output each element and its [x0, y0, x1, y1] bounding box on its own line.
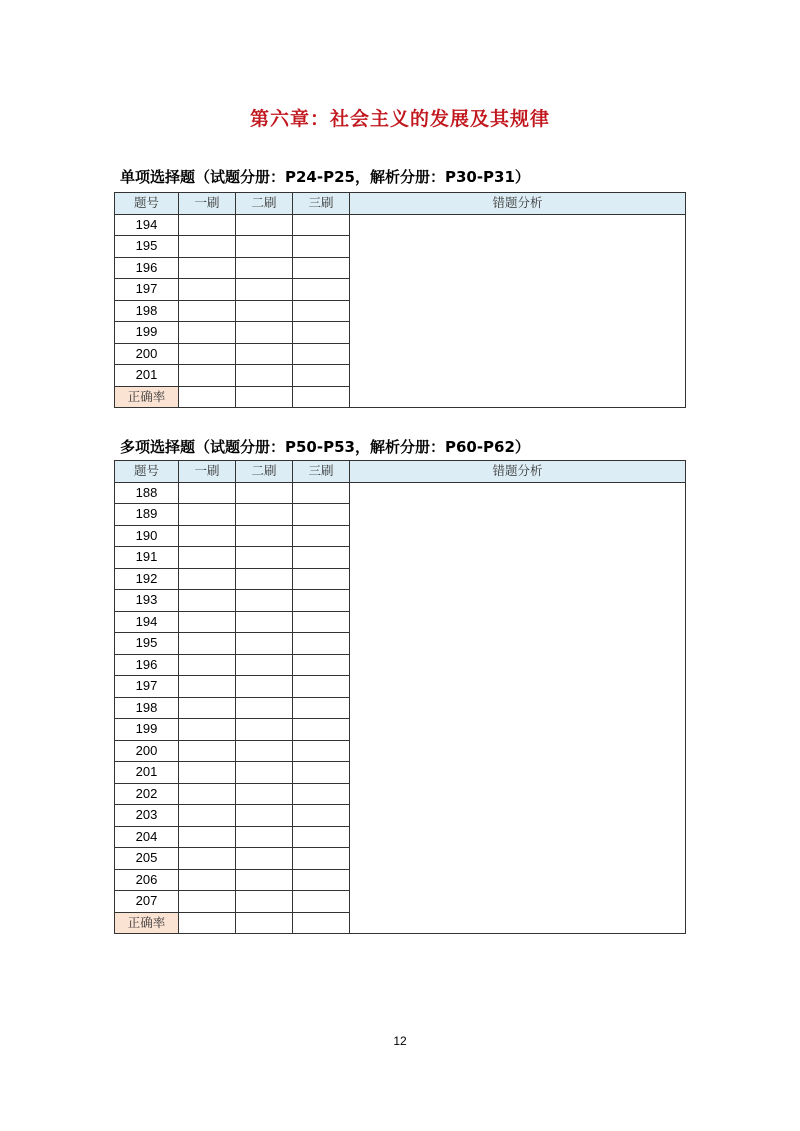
- pass-3-cell[interactable]: [293, 257, 350, 279]
- header-third-pass: 三刷: [293, 461, 350, 483]
- pass-3-cell[interactable]: [293, 568, 350, 590]
- multiple-choice-table: [114, 460, 686, 934]
- pass-3-cell[interactable]: [293, 365, 350, 387]
- pass-3-cell[interactable]: [293, 279, 350, 301]
- pass-1-cell[interactable]: [179, 633, 236, 655]
- pass-2-cell[interactable]: [236, 300, 293, 322]
- pass-2-cell[interactable]: [236, 257, 293, 279]
- pass-3-cell[interactable]: [293, 826, 350, 848]
- pass-1-cell[interactable]: [179, 300, 236, 322]
- pass-1-cell[interactable]: [179, 869, 236, 891]
- question-number: 189: [115, 504, 179, 526]
- table-row: [115, 482, 686, 504]
- question-number: 198: [115, 697, 179, 719]
- pass-1-cell[interactable]: [179, 365, 236, 387]
- pass-2-cell[interactable]: [236, 611, 293, 633]
- single-choice-heading: 单项选择题（试题分册：P24-P25，解析分册：P30-P31）: [120, 168, 530, 186]
- pass-2-cell[interactable]: [236, 279, 293, 301]
- pass-1-cell[interactable]: [179, 343, 236, 365]
- pass-3-cell[interactable]: [293, 590, 350, 612]
- accuracy-pass-2-cell[interactable]: [236, 912, 293, 934]
- pass-3-cell[interactable]: [293, 611, 350, 633]
- accuracy-pass-1-cell[interactable]: [179, 386, 236, 408]
- pass-2-cell[interactable]: [236, 697, 293, 719]
- pass-2-cell[interactable]: [236, 676, 293, 698]
- question-number: 204: [115, 826, 179, 848]
- pass-2-cell[interactable]: [236, 568, 293, 590]
- table-header-row: [115, 461, 686, 483]
- pass-2-cell[interactable]: [236, 547, 293, 569]
- question-number: 193: [115, 590, 179, 612]
- pass-1-cell[interactable]: [179, 611, 236, 633]
- question-number: 196: [115, 257, 179, 279]
- pass-3-cell[interactable]: [293, 891, 350, 913]
- pass-3-cell[interactable]: [293, 697, 350, 719]
- pass-1-cell[interactable]: [179, 504, 236, 526]
- pass-3-cell[interactable]: [293, 547, 350, 569]
- question-number: 207: [115, 891, 179, 913]
- pass-3-cell[interactable]: [293, 654, 350, 676]
- pass-2-cell[interactable]: [236, 482, 293, 504]
- pass-3-cell[interactable]: [293, 236, 350, 258]
- pass-1-cell[interactable]: [179, 805, 236, 827]
- question-number: 206: [115, 869, 179, 891]
- question-number: 203: [115, 805, 179, 827]
- header-error-analysis: 错题分析: [350, 193, 686, 215]
- pass-3-cell[interactable]: [293, 300, 350, 322]
- question-number: 188: [115, 482, 179, 504]
- pass-3-cell[interactable]: [293, 869, 350, 891]
- accuracy-pass-3-cell[interactable]: [293, 912, 350, 934]
- pass-2-cell[interactable]: [236, 590, 293, 612]
- question-number: 194: [115, 611, 179, 633]
- accuracy-label: 正确率: [115, 912, 179, 934]
- pass-1-cell[interactable]: [179, 719, 236, 741]
- pass-3-cell[interactable]: [293, 504, 350, 526]
- pass-2-cell[interactable]: [236, 236, 293, 258]
- pass-1-cell[interactable]: [179, 322, 236, 344]
- header-first-pass: 一刷: [179, 193, 236, 215]
- pass-2-cell[interactable]: [236, 805, 293, 827]
- single-choice-table: [114, 192, 686, 408]
- pass-2-cell[interactable]: [236, 633, 293, 655]
- pass-1-cell[interactable]: [179, 279, 236, 301]
- question-number: 199: [115, 719, 179, 741]
- pass-3-cell[interactable]: [293, 343, 350, 365]
- header-error-analysis: 错题分析: [350, 461, 686, 483]
- question-number: 194: [115, 214, 179, 236]
- pass-1-cell[interactable]: [179, 214, 236, 236]
- question-number: 197: [115, 279, 179, 301]
- pass-3-cell[interactable]: [293, 740, 350, 762]
- pass-3-cell[interactable]: [293, 805, 350, 827]
- pass-2-cell[interactable]: [236, 848, 293, 870]
- question-number: 191: [115, 547, 179, 569]
- header-first-pass: 一刷: [179, 461, 236, 483]
- pass-3-cell[interactable]: [293, 525, 350, 547]
- accuracy-pass-2-cell[interactable]: [236, 386, 293, 408]
- question-number: 202: [115, 783, 179, 805]
- page-number: 12: [393, 1034, 407, 1048]
- question-number: 197: [115, 676, 179, 698]
- pass-1-cell[interactable]: [179, 697, 236, 719]
- pass-1-cell[interactable]: [179, 547, 236, 569]
- chapter-title: 第六章：社会主义的发展及其规律: [249, 108, 550, 130]
- question-number: 199: [115, 322, 179, 344]
- pass-2-cell[interactable]: [236, 740, 293, 762]
- question-number: 192: [115, 568, 179, 590]
- pass-3-cell[interactable]: [293, 676, 350, 698]
- pass-2-cell[interactable]: [236, 214, 293, 236]
- question-number: 200: [115, 740, 179, 762]
- pass-2-cell[interactable]: [236, 365, 293, 387]
- pass-3-cell[interactable]: [293, 762, 350, 784]
- pass-2-cell[interactable]: [236, 343, 293, 365]
- pass-2-cell[interactable]: [236, 525, 293, 547]
- pass-2-cell[interactable]: [236, 869, 293, 891]
- table-header-row: [115, 193, 686, 215]
- accuracy-pass-3-cell[interactable]: [293, 386, 350, 408]
- question-number: 200: [115, 343, 179, 365]
- question-number: 201: [115, 762, 179, 784]
- header-question-number: 题号: [115, 193, 179, 215]
- pass-1-cell[interactable]: [179, 676, 236, 698]
- pass-1-cell[interactable]: [179, 654, 236, 676]
- pass-3-cell[interactable]: [293, 783, 350, 805]
- pass-1-cell[interactable]: [179, 236, 236, 258]
- question-number: 196: [115, 654, 179, 676]
- header-second-pass: 二刷: [236, 193, 293, 215]
- pass-2-cell[interactable]: [236, 783, 293, 805]
- pass-1-cell[interactable]: [179, 740, 236, 762]
- pass-1-cell[interactable]: [179, 257, 236, 279]
- header-question-number: 题号: [115, 461, 179, 483]
- question-number: 198: [115, 300, 179, 322]
- accuracy-label: 正确率: [115, 386, 179, 408]
- pass-1-cell[interactable]: [179, 762, 236, 784]
- accuracy-pass-1-cell[interactable]: [179, 912, 236, 934]
- pass-1-cell[interactable]: [179, 826, 236, 848]
- pass-1-cell[interactable]: [179, 891, 236, 913]
- pass-1-cell[interactable]: [179, 525, 236, 547]
- header-second-pass: 二刷: [236, 461, 293, 483]
- pass-1-cell[interactable]: [179, 568, 236, 590]
- pass-2-cell[interactable]: [236, 504, 293, 526]
- pass-2-cell[interactable]: [236, 826, 293, 848]
- question-number: 205: [115, 848, 179, 870]
- pass-3-cell[interactable]: [293, 482, 350, 504]
- pass-3-cell[interactable]: [293, 214, 350, 236]
- table-row: [115, 214, 686, 236]
- pass-1-cell[interactable]: [179, 590, 236, 612]
- pass-1-cell[interactable]: [179, 783, 236, 805]
- question-number: 195: [115, 236, 179, 258]
- pass-2-cell[interactable]: [236, 322, 293, 344]
- multiple-choice-heading: 多项选择题（试题分册：P50-P53，解析分册：P60-P62）: [120, 438, 530, 456]
- pass-3-cell[interactable]: [293, 719, 350, 741]
- pass-2-cell[interactable]: [236, 891, 293, 913]
- question-number: 190: [115, 525, 179, 547]
- pass-2-cell[interactable]: [236, 762, 293, 784]
- error-analysis-cell[interactable]: [350, 482, 686, 934]
- pass-3-cell[interactable]: [293, 848, 350, 870]
- error-analysis-cell[interactable]: [350, 214, 686, 408]
- pass-1-cell[interactable]: [179, 848, 236, 870]
- question-number: 195: [115, 633, 179, 655]
- pass-2-cell[interactable]: [236, 654, 293, 676]
- header-third-pass: 三刷: [293, 193, 350, 215]
- pass-2-cell[interactable]: [236, 719, 293, 741]
- pass-3-cell[interactable]: [293, 633, 350, 655]
- pass-3-cell[interactable]: [293, 322, 350, 344]
- pass-1-cell[interactable]: [179, 482, 236, 504]
- question-number: 201: [115, 365, 179, 387]
